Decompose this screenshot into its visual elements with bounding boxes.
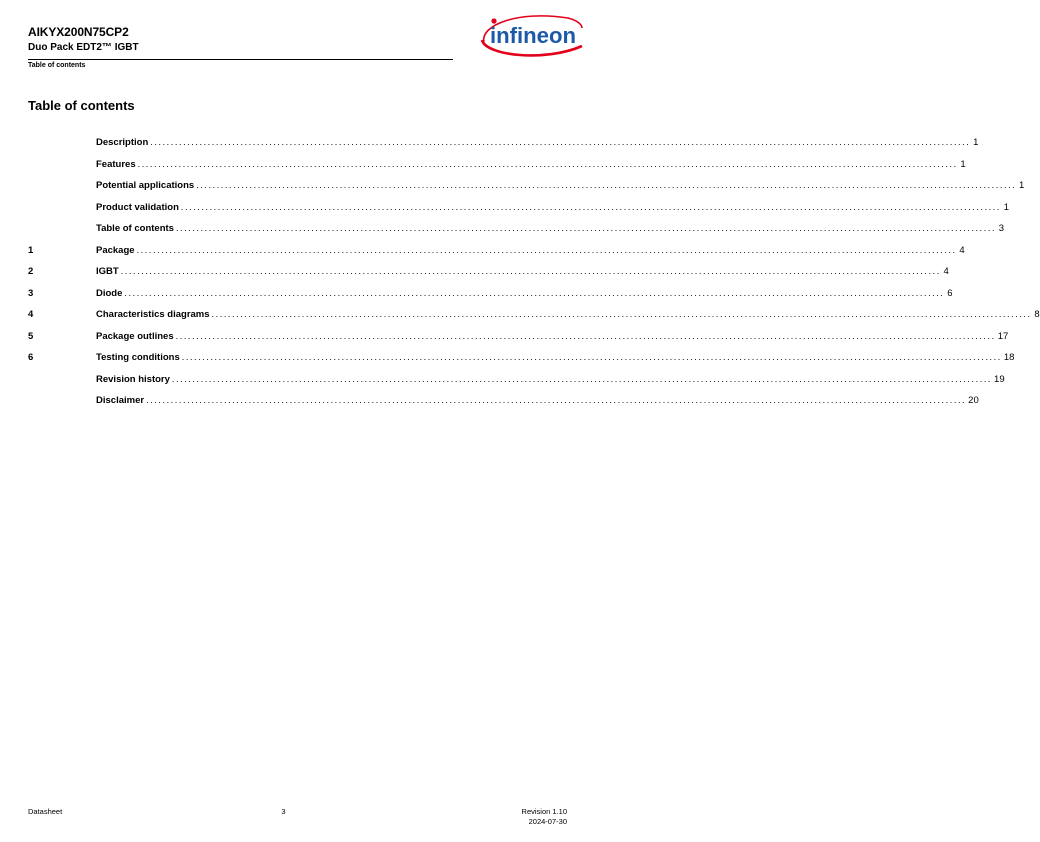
- toc-entry[interactable]: [28, 137, 979, 159]
- toc-entry-number: 6: [28, 352, 34, 363]
- toc-leader-dots: ........................................................................................................................................................................................................: [180, 201, 1001, 212]
- toc-entry[interactable]: [28, 330, 1009, 353]
- toc-leader-dots: ........................................................................................................................................................................................................: [146, 395, 967, 405]
- toc-entry[interactable]: [28, 223, 1005, 245]
- toc-leader-dots: ........................................................................................................................................................................................................: [181, 352, 1002, 362]
- toc-entry[interactable]: [28, 158, 966, 181]
- toc-leader-dots: ........................................................................................................................................................................................................: [124, 287, 945, 298]
- toc-entry-page[interactable]: 1: [973, 137, 979, 148]
- toc-entry-page[interactable]: 1: [1019, 180, 1025, 191]
- toc-entry[interactable]: [28, 201, 1009, 224]
- toc-entry[interactable]: [28, 244, 965, 267]
- header-rule: [28, 59, 453, 60]
- toc-entry-page[interactable]: 19: [994, 373, 1005, 385]
- toc-entry-title[interactable]: Testing conditions: [96, 352, 180, 363]
- running-section-title: Table of contents: [28, 62, 86, 69]
- infineon-logo: [476, 12, 586, 60]
- toc-entry-page[interactable]: 4: [959, 244, 965, 256]
- toc-entry-page[interactable]: 4: [943, 266, 949, 277]
- toc-entry-number: 4: [28, 309, 34, 320]
- toc-entry-page[interactable]: 20: [968, 395, 979, 406]
- toc-leader-dots: ........................................................................................................................................................................................................: [175, 223, 997, 233]
- toc-leader-dots: ........................................................................................................................................................................................................: [150, 137, 971, 147]
- toc-entry-title[interactable]: Diode: [96, 287, 123, 299]
- toc-entry-title[interactable]: Disclaimer: [96, 395, 145, 406]
- toc-entry[interactable]: [28, 395, 979, 417]
- toc-entry-title[interactable]: Revision history: [96, 373, 170, 385]
- toc-entry-title[interactable]: Table of contents: [96, 223, 174, 234]
- toc-entry-title[interactable]: Package outlines: [96, 330, 174, 342]
- toc-entry[interactable]: [28, 266, 949, 288]
- footer-page-number: 3: [281, 807, 286, 816]
- toc-leader-dots: ........................................................................................................................................................................................................: [120, 266, 941, 276]
- toc-entry[interactable]: [28, 180, 1025, 202]
- toc-entry[interactable]: [28, 373, 1005, 396]
- toc-entry-page[interactable]: 3: [998, 223, 1005, 234]
- toc-entry-number: 2: [28, 266, 34, 277]
- footer-doc-type: Datasheet: [28, 807, 63, 816]
- toc-entry-title[interactable]: Description: [96, 137, 149, 148]
- toc-leader-dots: ........................................................................................................................................................................................................: [171, 373, 993, 384]
- toc-entry[interactable]: [28, 287, 953, 310]
- document-subtitle: Duo Pack EDT2™ IGBT: [28, 42, 139, 53]
- svg-text:infineon: infineon: [490, 23, 576, 48]
- toc-entry-number: 5: [28, 330, 34, 342]
- toc-leader-dots: ........................................................................................................................................................................................................: [196, 180, 1017, 190]
- toc-entry-number: 1: [28, 244, 34, 256]
- toc-entry-page[interactable]: 1: [960, 158, 966, 170]
- toc-entry-title[interactable]: Package: [96, 244, 135, 256]
- toc-entry-title[interactable]: Features: [96, 158, 136, 170]
- toc-entry[interactable]: [28, 352, 1015, 374]
- footer-date: 2024-07-30: [528, 817, 567, 826]
- toc-entry-title[interactable]: Characteristics diagrams: [96, 309, 210, 320]
- toc-entry-title[interactable]: Potential applications: [96, 180, 195, 191]
- toc-entry-page[interactable]: 8: [1034, 309, 1040, 320]
- footer-revision-block: [522, 807, 567, 827]
- toc-entry-title[interactable]: Product validation: [96, 201, 179, 213]
- toc-entry-title[interactable]: IGBT: [96, 266, 119, 277]
- toc-entry-page[interactable]: 6: [947, 287, 953, 299]
- footer-revision: Revision 1.10: [521, 807, 567, 816]
- page-heading: Table of contents: [28, 98, 135, 113]
- toc-entry-page[interactable]: 18: [1003, 352, 1015, 363]
- toc-entry[interactable]: [28, 309, 1040, 331]
- toc-leader-dots: ........................................................................................................................................................................................................: [137, 158, 958, 169]
- document-title: AIKYX200N75CP2: [28, 25, 129, 39]
- toc-entry-page[interactable]: 1: [1003, 201, 1009, 213]
- toc-entry-page[interactable]: 17: [997, 330, 1009, 342]
- toc-entry-number: 3: [28, 287, 34, 299]
- toc-leader-dots: ........................................................................................................................................................................................................: [211, 309, 1032, 319]
- table-of-contents: [28, 137, 1040, 417]
- toc-leader-dots: ........................................................................................................................................................................................................: [136, 244, 957, 255]
- toc-leader-dots: ........................................................................................................................................................................................................: [175, 330, 996, 341]
